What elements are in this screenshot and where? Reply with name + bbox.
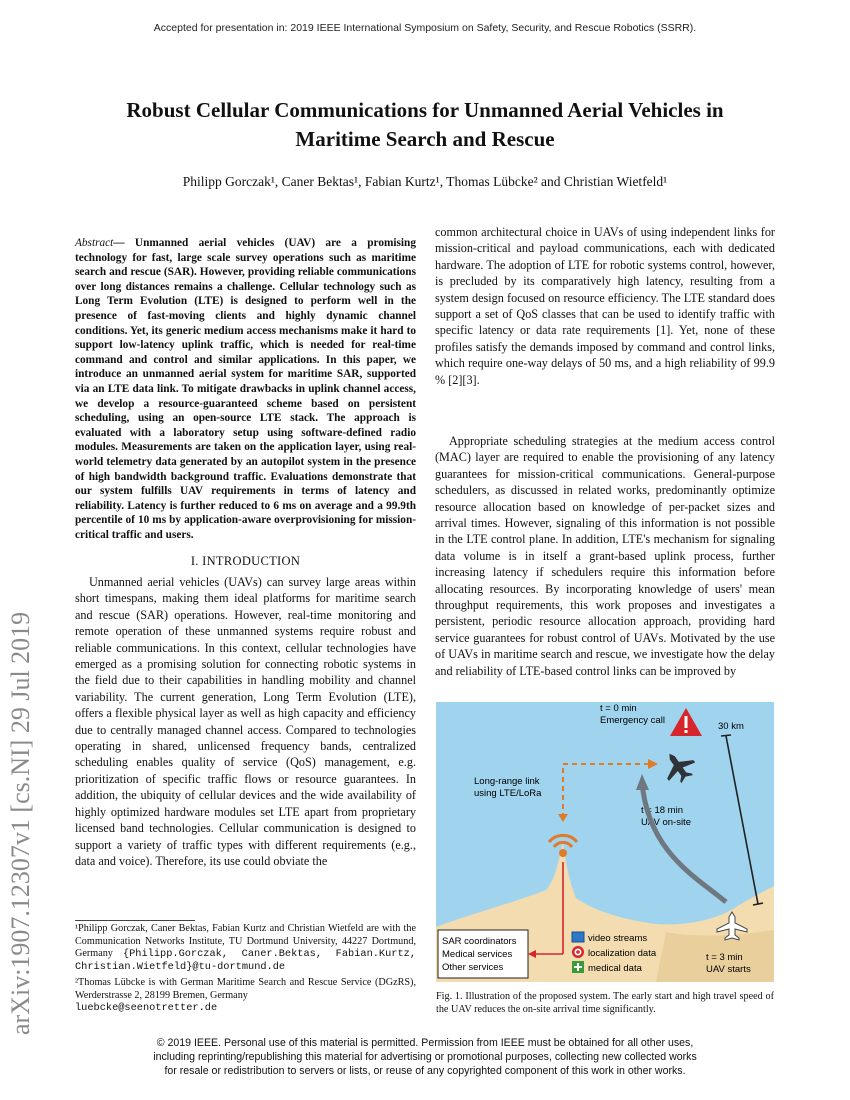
copyright-line-1: © 2019 IEEE. Personal use of this material is permitted. Permission from IEEE must be obtained for all other uses, [156, 1037, 694, 1049]
distance-scale-top-tick [721, 735, 731, 736]
other-services-label: Other services [442, 962, 504, 973]
abstract-label: Abstract [75, 237, 114, 249]
footnote-2-text: ²Thomas Lübcke is with German Maritime Search and Rescue Service (DGzRS), Werderstrasse 2, 28199 Bremen, Germany [75, 977, 416, 1001]
legend-video-label: video streams [588, 933, 648, 944]
t3-label-line-2: UAV starts [706, 964, 751, 975]
right-column-paragraph-2: Appropriate scheduling strategies at the medium access control (MAC) layer are required to enable the provisioning of any latency guarantees for mission-critical communications. General-purpose schedulers, as discussed in related works, predominantly optimize resource allocation based on knowledge of per-packet sizes and arrival times. However, signaling of this information is not possible in the LTE control plane. In addition, LTE's mechanism for signaling data volume is in itself a grant-based uplink process, further increasing latency if schedulers require this information before allocating resources. By incorporating knowledge of users' mean throughput requirements, this work proposes and investigates a persistent, periodic resource allocation approach, providing hard service guarantees for robust control of UAVs. Motivated by the use of UAVs in maritime search and rescue, we investigate how the delay and reliability of LTE-based control links can be improved by [435, 434, 775, 678]
medical-services-label: Medical services [442, 949, 513, 960]
figure-1-caption: Fig. 1. Illustration of the proposed system. The early start and high travel speed of the UAV reduces the on-site arrival time significantly. [436, 991, 774, 1015]
right-column-paragraph-1: common architectural choice in UAVs of using independent links for mission-critical and payload communications, each with dedicated hardware. The adoption of LTE for robotic systems control, however, is precluded by its comparatively high latency, resulting from a system design focused on resource efficiency. The LTE standard does support a set of QoS classes that can be used to identify traffic with specific latency or data rate requirements [1]. Yet, none of these profiles satisfy the demands imposed by command and control links, which require one-way delays of 50 ms, and a high reliability of 99.9 % [2][3]. [435, 225, 775, 387]
introduction-paragraph: Unmanned aerial vehicles (UAVs) can survey large areas within short timespans, making them ideal platforms for maritime search and rescue (SAR) operations. However, real-time monitoring and remote operation of these unmanned systems require robust and reliable communications. In this context, cellular technologies have emerged as a promising solution for connecting robotic systems in the field due to their capabilities in handling mobility and channel variability. The current generation, Long Term Evolution (LTE), offers a flexible physical layer as well as high capacity and efficiency due to centrally managed channel access. Compared to technologies operating in shared, unlicensed frequency bands, centralized scheduling enables quality of service (QoS) management, e.g. prioritization of specific traffic flows or resource guarantees. In addition, the ubiquity of cellular devices and the wide availability of highly optimized hardware modules set LTE apart from proprietary licensed band technologies. Cellular communication is designed to support a variety of traffic types with different requirements (e.g., data and voice). Therefore, its use could obviate the [75, 575, 416, 868]
t18-label-line-1: t = 18 min [641, 805, 683, 816]
footnote-affiliation-1 [75, 923, 416, 973]
t3-label-line-1: t = 3 min [706, 952, 743, 963]
localization-target-icon [572, 946, 584, 958]
paper-title [60, 96, 790, 154]
footnote-affiliation-2 [75, 977, 416, 1015]
abstract-text: — Unmanned aerial vehicles (UAV) are a promising technology for fast, large scale survey operations such as maritime search and rescue (SAR). However, providing reliable communications over long distances remains a challenge. Cellular technology such as Long Term Evolution (LTE) is designed to perform well in the presence of fast-moving clients and highly dynamic channel conditions. Yet, its generic medium access mechanisms make it hard to support low-latency uplink traffic, which is needed for real-time command and control and similar applications. In this paper, we introduce an unmanned aerial system for maritime SAR, supported via an LTE data link. To mitigate drawbacks in uplink channel access, we develop a resource-guaranteed scheme based on persistent scheduling, using an open-source LTE stack. The approach is evaluated with a laboratory setup using software-defined radio modules. Measurements are taken on the application layer, using real-world telemetry data generated by an autopilot system in the presence of high bandwidth background traffic. Evaluations demonstrate that our system fulfills UAV requirements in terms of latency and reliability. Latency is further reduced to 6 ms on average and a 99.9th percentile of 10 ms by application-aware overprovisioning for mission-critical traffic and users. [75, 237, 416, 541]
title-line-1: Robust Cellular Communications for Unmanned Aerial Vehicles in [126, 98, 724, 122]
link-label-line-1: Long-range link [474, 776, 540, 787]
video-streams-icon [572, 932, 584, 942]
footnote-divider [75, 920, 195, 921]
footnote-1-emails[interactable]: {Philipp.Gorczak, Caner.Bektas, Fabian.Kurtz, Christian.Wietfeld}@tu-dortmund.de [75, 948, 417, 973]
copyright-line-2: including reprinting/republishing this material for advertising or promotional purposes, collecting new collected works [153, 1051, 697, 1063]
medical-plus-icon [572, 961, 584, 973]
t0-label-line-2: Emergency call [600, 715, 665, 726]
section-heading-introduction: I. INTRODUCTION [190, 554, 301, 568]
copyright-notice [90, 1036, 760, 1078]
distance-label: 30 km [718, 721, 744, 732]
abstract [75, 236, 416, 542]
title-line-2: Maritime Search and Rescue [295, 127, 555, 151]
link-label-line-2: using LTE/LoRa [474, 788, 542, 799]
footnote-1-text: ¹Philipp Gorczak, Caner Bektas, Fabian Kurtz and Christian Wietfeld are with the Communication Networks Institute, TU Dortmund University, 44227 Dortmund, Germany [75, 923, 416, 960]
copyright-line-3: for resale or redistribution to servers or lists, or reuse of any copyrighted component of this work in other works. [164, 1065, 686, 1077]
footnote-2-email[interactable]: luebcke@seenotretter.de [75, 1002, 218, 1015]
sar-coordinators-label: SAR coordinators [442, 936, 517, 947]
acceptance-note: Accepted for presentation in: 2019 IEEE International Symposium on Safety, Security, and Rescue Robotics (SSRR). [153, 22, 697, 34]
t18-label-line-2: UAV on-site [641, 817, 691, 828]
legend-medical-label: medical data [588, 963, 642, 974]
author-list: Philipp Gorczak¹, Caner Bektas¹, Fabian Kurtz¹, Thomas Lübcke² and Christian Wietfeld¹ [182, 174, 668, 189]
arxiv-identifier: arXiv:1907.12307v1 [cs.NI] 29 Jul 2019 [6, 611, 35, 1035]
figure-1-system-illustration [436, 702, 774, 982]
t0-label-line-1: t = 0 min [600, 703, 637, 714]
legend-localization-label: localization data [588, 948, 657, 959]
figure-1-svg [436, 702, 774, 982]
